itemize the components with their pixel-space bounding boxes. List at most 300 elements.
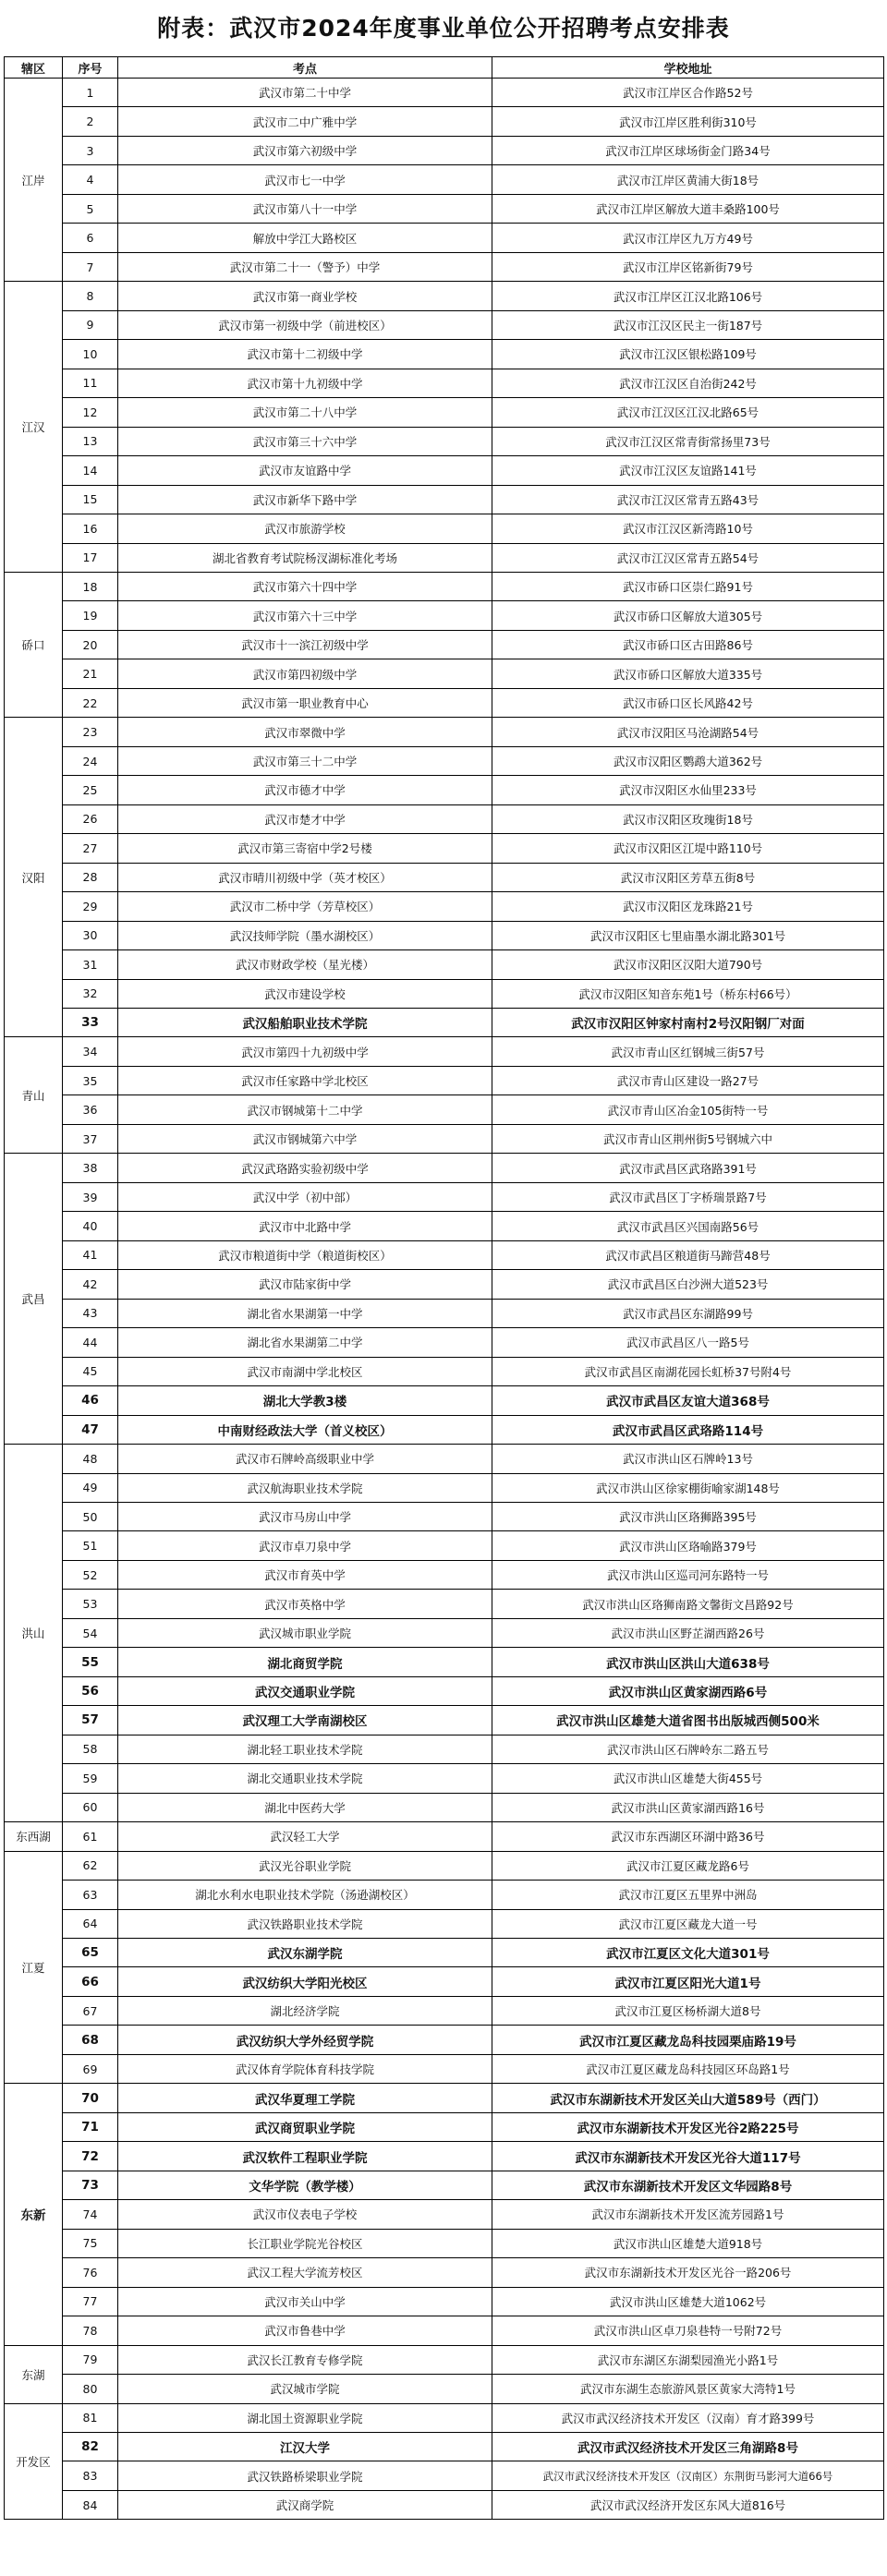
table-row — [5, 282, 884, 310]
address-cell: 武汉市江岸区九万方49号 — [492, 224, 884, 252]
table-row — [5, 79, 884, 107]
site-cell: 武汉城市学院 — [118, 2375, 492, 2403]
header-address: 学校地址 — [492, 57, 884, 79]
table-row — [5, 165, 884, 194]
seq-cell: 51 — [63, 1531, 118, 1560]
address-cell: 武汉市汉阳区七里庙墨水湖北路301号 — [492, 921, 884, 949]
address-cell: 武汉市洪山区黄家湖西路6号 — [492, 1676, 884, 1705]
seq-cell: 68 — [63, 2026, 118, 2054]
address-cell: 武汉市江汉区常青五路54号 — [492, 543, 884, 572]
seq-cell: 57 — [63, 1706, 118, 1735]
site-cell: 武汉商贸职业学院 — [118, 2112, 492, 2141]
table-row — [5, 630, 884, 659]
seq-cell: 44 — [63, 1328, 118, 1357]
seq-cell: 52 — [63, 1560, 118, 1589]
address-cell: 武汉市江岸区黄浦大街18号 — [492, 165, 884, 194]
address-cell: 武汉市青山区冶金105街特一号 — [492, 1095, 884, 1124]
seq-cell: 30 — [63, 921, 118, 949]
table-row — [5, 1648, 884, 1676]
table-row — [5, 892, 884, 921]
address-cell: 武汉市硚口区长风路42号 — [492, 688, 884, 717]
address-cell: 武汉市汉阳区江堤中路110号 — [492, 834, 884, 863]
table-row — [5, 1881, 884, 1909]
table-row — [5, 310, 884, 339]
site-cell: 武汉市陆家街中学 — [118, 1270, 492, 1299]
address-cell: 武汉市洪山区石牌岭东二路五号 — [492, 1735, 884, 1763]
site-cell: 武汉市马房山中学 — [118, 1502, 492, 1530]
seq-cell: 70 — [63, 2084, 118, 2112]
seq-cell: 74 — [63, 2200, 118, 2229]
address-cell: 武汉市武昌区东湖路99号 — [492, 1299, 884, 1327]
exam-site-table — [4, 56, 884, 2520]
table-row — [5, 746, 884, 775]
address-cell: 武汉市洪山区珞喻路379号 — [492, 1531, 884, 1560]
seq-cell: 4 — [63, 165, 118, 194]
site-cell: 武汉市旅游学校 — [118, 514, 492, 543]
address-cell: 武汉市汉阳区鹦鹉大道362号 — [492, 746, 884, 775]
site-cell: 武汉市钢城第十二中学 — [118, 1095, 492, 1124]
site-cell: 武汉市钢城第六中学 — [118, 1124, 492, 1153]
table-row — [5, 1560, 884, 1589]
address-cell: 武汉市武昌区粮道街马蹄营48号 — [492, 1240, 884, 1269]
site-cell: 武汉市友谊路中学 — [118, 456, 492, 485]
table-row — [5, 1473, 884, 1502]
seq-cell: 73 — [63, 2171, 118, 2199]
table-row — [5, 979, 884, 1008]
address-cell: 武汉市东湖区东湖梨园渔光小路1号 — [492, 2345, 884, 2374]
table-row — [5, 2200, 884, 2229]
seq-cell: 69 — [63, 2054, 118, 2083]
site-cell: 湖北轻工职业技术学院 — [118, 1735, 492, 1763]
table-row — [5, 1793, 884, 1821]
seq-cell: 13 — [63, 427, 118, 455]
site-cell: 武汉光谷职业学院 — [118, 1851, 492, 1880]
seq-cell: 19 — [63, 601, 118, 630]
address-cell: 武汉市洪山区雄楚大道省图书出版城西侧500米 — [492, 1706, 884, 1735]
seq-cell: 35 — [63, 1066, 118, 1094]
table-row — [5, 1124, 884, 1153]
site-cell: 湖北经济学院 — [118, 1996, 492, 2025]
table-row — [5, 252, 884, 281]
address-cell: 武汉市青山区红钢城三街57号 — [492, 1037, 884, 1066]
site-cell: 中南财经政法大学（首义校区） — [118, 1415, 492, 1444]
seq-cell: 14 — [63, 456, 118, 485]
site-cell: 武汉市第二十八中学 — [118, 398, 492, 427]
seq-cell: 63 — [63, 1881, 118, 1909]
address-cell: 武汉市洪山区野芷湖西路26号 — [492, 1618, 884, 1647]
table-row — [5, 2345, 884, 2374]
seq-cell: 10 — [63, 340, 118, 369]
table-row — [5, 1706, 884, 1735]
table-row — [5, 1212, 884, 1240]
table-body — [5, 79, 884, 2520]
site-cell: 武汉市关山中学 — [118, 2287, 492, 2316]
address-cell: 武汉市汉阳区马沧湖路54号 — [492, 718, 884, 746]
site-cell: 湖北交通职业技术学院 — [118, 1764, 492, 1793]
site-cell: 湖北省水果湖第一中学 — [118, 1299, 492, 1327]
seq-cell: 41 — [63, 1240, 118, 1269]
table-row — [5, 2258, 884, 2287]
seq-cell: 39 — [63, 1182, 118, 1211]
seq-cell: 26 — [63, 804, 118, 833]
table-row — [5, 1066, 884, 1094]
seq-cell: 62 — [63, 1851, 118, 1880]
seq-cell: 84 — [63, 2490, 118, 2519]
site-cell: 武汉市第四初级中学 — [118, 659, 492, 688]
address-cell: 武汉市青山区荆州街5号钢城六中 — [492, 1124, 884, 1153]
site-cell: 武汉市第六十三中学 — [118, 601, 492, 630]
site-cell: 武汉市二桥中学（芳草校区） — [118, 892, 492, 921]
table-row — [5, 921, 884, 949]
site-cell: 武汉市第十九初级中学 — [118, 369, 492, 397]
seq-cell: 40 — [63, 1212, 118, 1240]
site-cell: 武汉体育学院体育科技学院 — [118, 2054, 492, 2083]
address-cell: 武汉市东湖新技术开发区光谷2路225号 — [492, 2112, 884, 2141]
seq-cell: 78 — [63, 2316, 118, 2345]
address-cell: 武汉市硚口区解放大道305号 — [492, 601, 884, 630]
site-cell: 武汉市育英中学 — [118, 1560, 492, 1589]
table-row — [5, 1764, 884, 1793]
table-row — [5, 1386, 884, 1415]
seq-cell: 9 — [63, 310, 118, 339]
header-site: 考点 — [118, 57, 492, 79]
address-cell: 武汉市洪山区雄楚大道918号 — [492, 2229, 884, 2257]
site-cell: 武汉市卓刀泉中学 — [118, 1531, 492, 1560]
site-cell: 武汉纺织大学外经贸学院 — [118, 2026, 492, 2054]
table-row — [5, 1445, 884, 1473]
header-seq: 序号 — [63, 57, 118, 79]
site-cell: 武汉长江教育专修学院 — [118, 2345, 492, 2374]
seq-cell: 36 — [63, 1095, 118, 1124]
table-row — [5, 1154, 884, 1182]
site-cell: 武汉市南湖中学北校区 — [118, 1357, 492, 1385]
district-cell: 武昌 — [5, 1154, 63, 1445]
address-cell: 武汉市武汉经济开发区东风大道816号 — [492, 2490, 884, 2519]
site-cell: 武汉市第一初级中学（前进校区） — [118, 310, 492, 339]
address-cell: 武汉市洪山区洪山大道638号 — [492, 1648, 884, 1676]
seq-cell: 82 — [63, 2432, 118, 2461]
address-cell: 武汉市江夏区杨桥湖大道8号 — [492, 1996, 884, 2025]
address-cell: 武汉市江夏区五里界中洲岛 — [492, 1881, 884, 1909]
seq-cell: 3 — [63, 136, 118, 164]
table-row — [5, 514, 884, 543]
seq-cell: 11 — [63, 369, 118, 397]
table-row — [5, 427, 884, 455]
table-row — [5, 718, 884, 746]
table-row — [5, 1095, 884, 1124]
site-cell: 武汉市晴川初级中学（英才校区） — [118, 863, 492, 891]
table-row — [5, 1009, 884, 1037]
address-cell: 武汉市武昌区友谊大道368号 — [492, 1386, 884, 1415]
table-row — [5, 224, 884, 252]
address-cell: 武汉市硚口区古田路86号 — [492, 630, 884, 659]
address-cell: 武汉市东湖新技术开发区流芳园路1号 — [492, 2200, 884, 2229]
site-cell: 武汉市翠微中学 — [118, 718, 492, 746]
seq-cell: 66 — [63, 1967, 118, 1996]
table-row — [5, 2142, 884, 2171]
table-row — [5, 834, 884, 863]
address-cell: 武汉市江岸区胜利街310号 — [492, 107, 884, 136]
table-row — [5, 485, 884, 514]
site-cell: 武汉铁路桥梁职业学院 — [118, 2461, 492, 2490]
site-cell: 武汉市德才中学 — [118, 776, 492, 804]
address-cell: 武汉市硚口区崇仁路91号 — [492, 572, 884, 600]
seq-cell: 6 — [63, 224, 118, 252]
address-cell: 武汉市武汉经济技术开发区（汉南区）东荆街马影河大道66号 — [492, 2461, 884, 2490]
site-cell: 武汉市第三十六中学 — [118, 427, 492, 455]
seq-cell: 56 — [63, 1676, 118, 1705]
site-cell: 武汉市石牌岭高级职业中学 — [118, 1445, 492, 1473]
seq-cell: 32 — [63, 979, 118, 1008]
seq-cell: 27 — [63, 834, 118, 863]
address-cell: 武汉市江岸区解放大道丰桑路100号 — [492, 194, 884, 223]
table-row — [5, 1967, 884, 1996]
address-cell: 武汉市武汉经济技术开发区（汉南）育才路399号 — [492, 2403, 884, 2432]
seq-cell: 15 — [63, 485, 118, 514]
seq-cell: 23 — [63, 718, 118, 746]
table-row — [5, 340, 884, 369]
table-row — [5, 398, 884, 427]
seq-cell: 17 — [63, 543, 118, 572]
site-cell: 武汉市粮道街中学（粮道街校区） — [118, 1240, 492, 1269]
seq-cell: 75 — [63, 2229, 118, 2257]
site-cell: 解放中学江大路校区 — [118, 224, 492, 252]
district-cell: 东湖 — [5, 2345, 63, 2403]
district-cell: 洪山 — [5, 1445, 63, 1822]
address-cell: 武汉市东西湖区环湖中路36号 — [492, 1822, 884, 1851]
table-row — [5, 863, 884, 891]
address-cell: 武汉市洪山区巡司河东路特一号 — [492, 1560, 884, 1589]
table-row — [5, 2112, 884, 2141]
table-row — [5, 2403, 884, 2432]
address-cell: 武汉市武昌区南湖花园长虹桥37号附4号 — [492, 1357, 884, 1385]
table-row — [5, 194, 884, 223]
seq-cell: 2 — [63, 107, 118, 136]
site-cell: 武汉中学（初中部） — [118, 1182, 492, 1211]
site-cell: 武汉城市职业学院 — [118, 1618, 492, 1647]
site-cell: 武汉市二中广雅中学 — [118, 107, 492, 136]
seq-cell: 83 — [63, 2461, 118, 2490]
seq-cell: 18 — [63, 572, 118, 600]
table-row — [5, 2229, 884, 2257]
address-cell: 武汉市江汉区自治街242号 — [492, 369, 884, 397]
district-cell: 青山 — [5, 1037, 63, 1154]
seq-cell: 24 — [63, 746, 118, 775]
seq-cell: 79 — [63, 2345, 118, 2374]
table-row — [5, 456, 884, 485]
address-cell: 武汉市江夏区藏龙路6号 — [492, 1851, 884, 1880]
site-cell: 武汉交通职业学院 — [118, 1676, 492, 1705]
table-row — [5, 1270, 884, 1299]
table-row — [5, 1851, 884, 1880]
seq-cell: 1 — [63, 79, 118, 107]
address-cell: 武汉市汉阳区钟家村南村2号汉阳钢厂对面 — [492, 1009, 884, 1037]
table-row — [5, 2026, 884, 2054]
site-cell: 湖北水利水电职业技术学院（汤逊湖校区） — [118, 1881, 492, 1909]
table-row — [5, 2171, 884, 2199]
address-cell: 武汉市武昌区兴国南路56号 — [492, 1212, 884, 1240]
seq-cell: 48 — [63, 1445, 118, 1473]
site-cell: 武汉市第三十二中学 — [118, 746, 492, 775]
table-row — [5, 1415, 884, 1444]
seq-cell: 22 — [63, 688, 118, 717]
seq-cell: 50 — [63, 1502, 118, 1530]
address-cell: 武汉市武汉经济技术开发区三角湖路8号 — [492, 2432, 884, 2461]
site-cell: 武汉东湖学院 — [118, 1939, 492, 1967]
address-cell: 武汉市江夏区藏龙岛科技园栗庙路19号 — [492, 2026, 884, 2054]
site-cell: 武汉市任家路中学北校区 — [118, 1066, 492, 1094]
site-cell: 武汉软件工程职业学院 — [118, 2142, 492, 2171]
address-cell: 武汉市东湖新技术开发区光谷大道117号 — [492, 2142, 884, 2171]
seq-cell: 59 — [63, 1764, 118, 1793]
district-cell: 硚口 — [5, 572, 63, 717]
seq-cell: 47 — [63, 1415, 118, 1444]
table-row — [5, 659, 884, 688]
site-cell: 湖北省水果湖第二中学 — [118, 1328, 492, 1357]
address-cell: 武汉市江汉区新湾路10号 — [492, 514, 884, 543]
address-cell: 武汉市江岸区江汉北路106号 — [492, 282, 884, 310]
site-cell: 武汉市第二十一（警予）中学 — [118, 252, 492, 281]
seq-cell: 61 — [63, 1822, 118, 1851]
site-cell: 武汉市中北路中学 — [118, 1212, 492, 1240]
site-cell: 长江职业学院光谷校区 — [118, 2229, 492, 2257]
address-cell: 武汉市江汉区友谊路141号 — [492, 456, 884, 485]
table-row — [5, 1676, 884, 1705]
site-cell: 武汉轻工大学 — [118, 1822, 492, 1851]
site-cell: 武汉市建设学校 — [118, 979, 492, 1008]
table-row — [5, 1299, 884, 1327]
site-cell: 武汉船舶职业技术学院 — [118, 1009, 492, 1037]
table-row — [5, 2054, 884, 2083]
table-row — [5, 2375, 884, 2403]
address-cell: 武汉市江岸区球场街金门路34号 — [492, 136, 884, 164]
address-cell: 武汉市武昌区武珞路114号 — [492, 1415, 884, 1444]
address-cell: 武汉市武昌区武珞路391号 — [492, 1154, 884, 1182]
table-row — [5, 1240, 884, 1269]
district-cell: 开发区 — [5, 2403, 63, 2520]
site-cell: 武汉市第二十中学 — [118, 79, 492, 107]
table-row — [5, 1037, 884, 1066]
table-row — [5, 572, 884, 600]
site-cell: 武汉市第八十一中学 — [118, 194, 492, 223]
site-cell: 湖北国土资源职业学院 — [118, 2403, 492, 2432]
site-cell: 武汉市第一商业学校 — [118, 282, 492, 310]
site-cell: 武汉市仪表电子学校 — [118, 2200, 492, 2229]
seq-cell: 45 — [63, 1357, 118, 1385]
address-cell: 武汉市洪山区雄楚大街455号 — [492, 1764, 884, 1793]
site-cell: 湖北省教育考试院杨汊湖标准化考场 — [118, 543, 492, 572]
table-row — [5, 1618, 884, 1647]
address-cell: 武汉市江夏区藏龙大道一号 — [492, 1909, 884, 1938]
seq-cell: 34 — [63, 1037, 118, 1066]
site-cell: 武汉市财政学校（星光楼） — [118, 950, 492, 979]
site-cell: 武汉市十一滨江初级中学 — [118, 630, 492, 659]
seq-cell: 7 — [63, 252, 118, 281]
address-cell: 武汉市汉阳区玫瑰街18号 — [492, 804, 884, 833]
address-cell: 武汉市汉阳区芳草五街8号 — [492, 863, 884, 891]
address-cell: 武汉市汉阳区水仙里233号 — [492, 776, 884, 804]
address-cell: 武汉市武昌区白沙洲大道523号 — [492, 1270, 884, 1299]
site-cell: 湖北大学教3楼 — [118, 1386, 492, 1415]
site-cell: 武汉工程大学流芳校区 — [118, 2258, 492, 2287]
table-row — [5, 1822, 884, 1851]
table-row — [5, 2490, 884, 2519]
address-cell: 武汉市洪山区珞狮南路文馨街文昌路92号 — [492, 1590, 884, 1618]
address-cell: 武汉市江汉区江汉北路65号 — [492, 398, 884, 427]
district-cell: 东新 — [5, 2084, 63, 2345]
table-row — [5, 601, 884, 630]
district-cell: 东西湖 — [5, 1822, 63, 1851]
seq-cell: 49 — [63, 1473, 118, 1502]
seq-cell: 29 — [63, 892, 118, 921]
address-cell: 武汉市江岸区铭新街79号 — [492, 252, 884, 281]
site-cell: 武汉市第四十九初级中学 — [118, 1037, 492, 1066]
address-cell: 武汉市洪山区雄楚大道1062号 — [492, 2287, 884, 2316]
address-cell: 武汉市汉阳区龙珠路21号 — [492, 892, 884, 921]
seq-cell: 25 — [63, 776, 118, 804]
table-row — [5, 1502, 884, 1530]
seq-cell: 65 — [63, 1939, 118, 1967]
site-cell: 武汉市楚才中学 — [118, 804, 492, 833]
table-row — [5, 2287, 884, 2316]
address-cell: 武汉市青山区建设一路27号 — [492, 1066, 884, 1094]
address-cell: 武汉市洪山区卓刀泉巷特一号附72号 — [492, 2316, 884, 2345]
address-cell: 武汉市洪山区黄家湖西路16号 — [492, 1793, 884, 1821]
site-cell: 武汉市鲁巷中学 — [118, 2316, 492, 2345]
table-row — [5, 804, 884, 833]
seq-cell: 16 — [63, 514, 118, 543]
table-row — [5, 2316, 884, 2345]
address-cell: 武汉市汉阳区知音东苑1号（桥东村66号） — [492, 979, 884, 1008]
site-cell: 文华学院（教学楼） — [118, 2171, 492, 2199]
address-cell: 武汉市武昌区丁字桥瑞景路7号 — [492, 1182, 884, 1211]
address-cell: 武汉市洪山区徐家棚街喻家湖148号 — [492, 1473, 884, 1502]
table-row — [5, 2461, 884, 2490]
district-cell: 汉阳 — [5, 718, 63, 1037]
table-row — [5, 136, 884, 164]
site-cell: 武汉商学院 — [118, 2490, 492, 2519]
site-cell: 武汉理工大学南湖校区 — [118, 1706, 492, 1735]
table-row — [5, 950, 884, 979]
address-cell: 武汉市洪山区珞狮路395号 — [492, 1502, 884, 1530]
site-cell: 武汉华夏理工学院 — [118, 2084, 492, 2112]
address-cell: 武汉市江汉区民主一街187号 — [492, 310, 884, 339]
seq-cell: 37 — [63, 1124, 118, 1153]
address-cell: 武汉市硚口区解放大道335号 — [492, 659, 884, 688]
seq-cell: 55 — [63, 1648, 118, 1676]
address-cell: 武汉市东湖新技术开发区文华园路8号 — [492, 2171, 884, 2199]
address-cell: 武汉市江汉区常青街常扬里73号 — [492, 427, 884, 455]
site-cell: 江汉大学 — [118, 2432, 492, 2461]
table-row — [5, 1328, 884, 1357]
seq-cell: 28 — [63, 863, 118, 891]
seq-cell: 58 — [63, 1735, 118, 1763]
table-row — [5, 1909, 884, 1938]
seq-cell: 53 — [63, 1590, 118, 1618]
table-row — [5, 2084, 884, 2112]
seq-cell: 81 — [63, 2403, 118, 2432]
seq-cell: 46 — [63, 1386, 118, 1415]
seq-cell: 5 — [63, 194, 118, 223]
district-cell: 江汉 — [5, 282, 63, 573]
site-cell: 湖北中医药大学 — [118, 1793, 492, 1821]
table-row — [5, 107, 884, 136]
site-cell: 武汉技师学院（墨水湖校区） — [118, 921, 492, 949]
table-row — [5, 1590, 884, 1618]
site-cell: 武汉市七一中学 — [118, 165, 492, 194]
table-row — [5, 543, 884, 572]
table-row — [5, 1182, 884, 1211]
